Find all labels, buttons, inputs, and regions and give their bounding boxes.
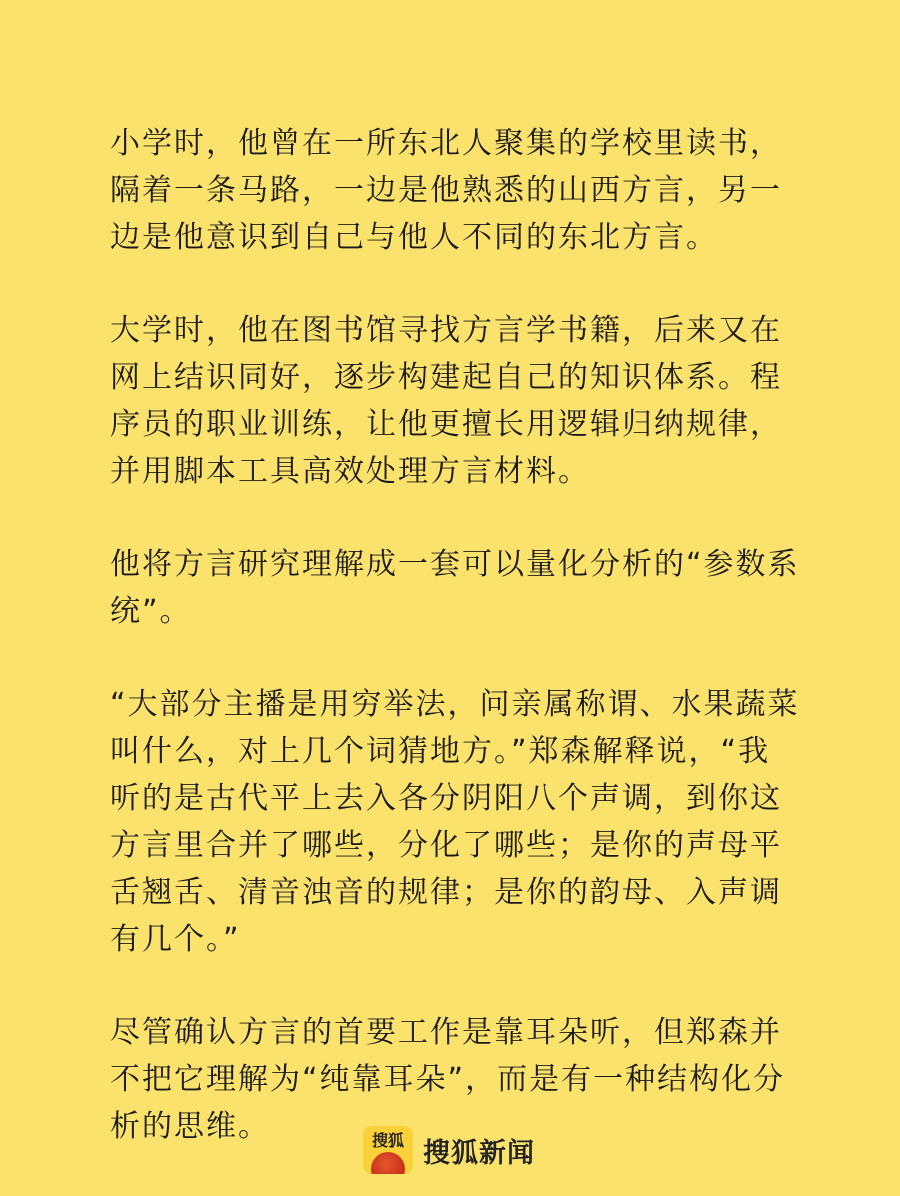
watermark-name: 搜狐新闻 (423, 1137, 535, 1169)
paragraph-5: 尽管确认方言的首要工作是靠耳朵听，但郑森并不把它理解为“纯靠耳朵”，而是有一种结构化分析的思维。 (110, 1015, 786, 1144)
paragraph-1: 小学时，他曾在一所东北人聚集的学校里读书，隔着一条马路，一边是他熟悉的山西方言，另一边是他意识到自己与他人不同的东北方言。 (110, 126, 782, 255)
paragraph-2: 大学时，他在图书馆寻找方言学书籍，后来又在网上结识同好，逐步构建起自己的知识体系。程序员的职业训练，让他更擅长用逻辑归纳规律，并用脚本工具高效处理方言材料。 (110, 313, 782, 489)
sohu-logo-icon (363, 1126, 413, 1174)
paragraph-4: “大部分主播是用穷举法，问亲属称谓、水果蔬菜叫什么，对上几个词猜地方。”郑森解释说，“我听的是古代平上去入各分阴阳八个声调，到你这方言里合并了哪些，分化了哪些；是你的声母平舌翘舌、清音浊音的规律；是你的韵母、入声调有几个。” (110, 687, 800, 957)
paragraph-3: 他将方言研究理解成一套可以量化分析的“参数系统”。 (110, 547, 800, 629)
sohu-logo-ball (371, 1152, 405, 1174)
article-body (110, 120, 800, 1196)
sohu-news-watermark (363, 1126, 535, 1174)
sohu-logo-text: 搜狐 (371, 1131, 404, 1150)
